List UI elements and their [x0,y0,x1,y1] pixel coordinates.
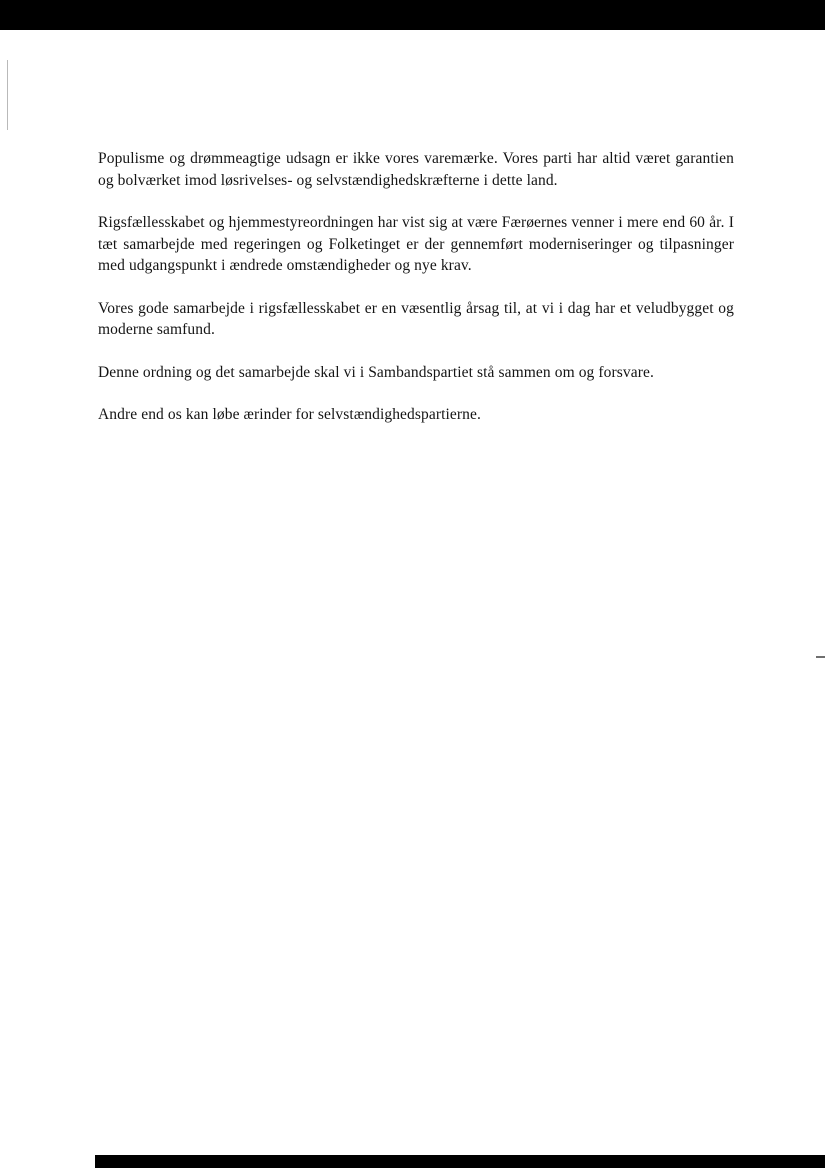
scan-artifact-right-mark [816,656,825,658]
paragraph: Populisme og drømmeagtige udsagn er ikke vores varemærke. Vores parti har altid været garantien og bolværket imod løsrivelses- og selvstændighedskræfterne i dette land. [98,150,734,189]
paragraph: Rigsfællesskabet og hjemmestyreordningen har vist sig at være Færøernes venner i mere end 60 år. I tæt samarbejde med regeringen og Folketinget er der gennemført moderniseringer og tilpasninger med udgangspunkt i ændrede omstændigheder og nye krav. [98,214,734,274]
paragraph: Denne ordning og det samarbejde skal vi i Sambandspartiet stå sammen om og forsvare. [98,363,654,381]
scan-artifact-top-bar [0,0,825,30]
document-body [98,148,734,447]
scan-artifact-bottom-bar [95,1155,825,1168]
scan-artifact-left-mark [7,60,8,130]
paragraph: Andre end os kan løbe ærinder for selvstændighedspartierne. [98,406,481,423]
paragraph: Vores gode samarbejde i rigsfællesskabet er en væsentlig årsag til, at vi i dag har et veludbygget og moderne samfund. [98,299,734,338]
